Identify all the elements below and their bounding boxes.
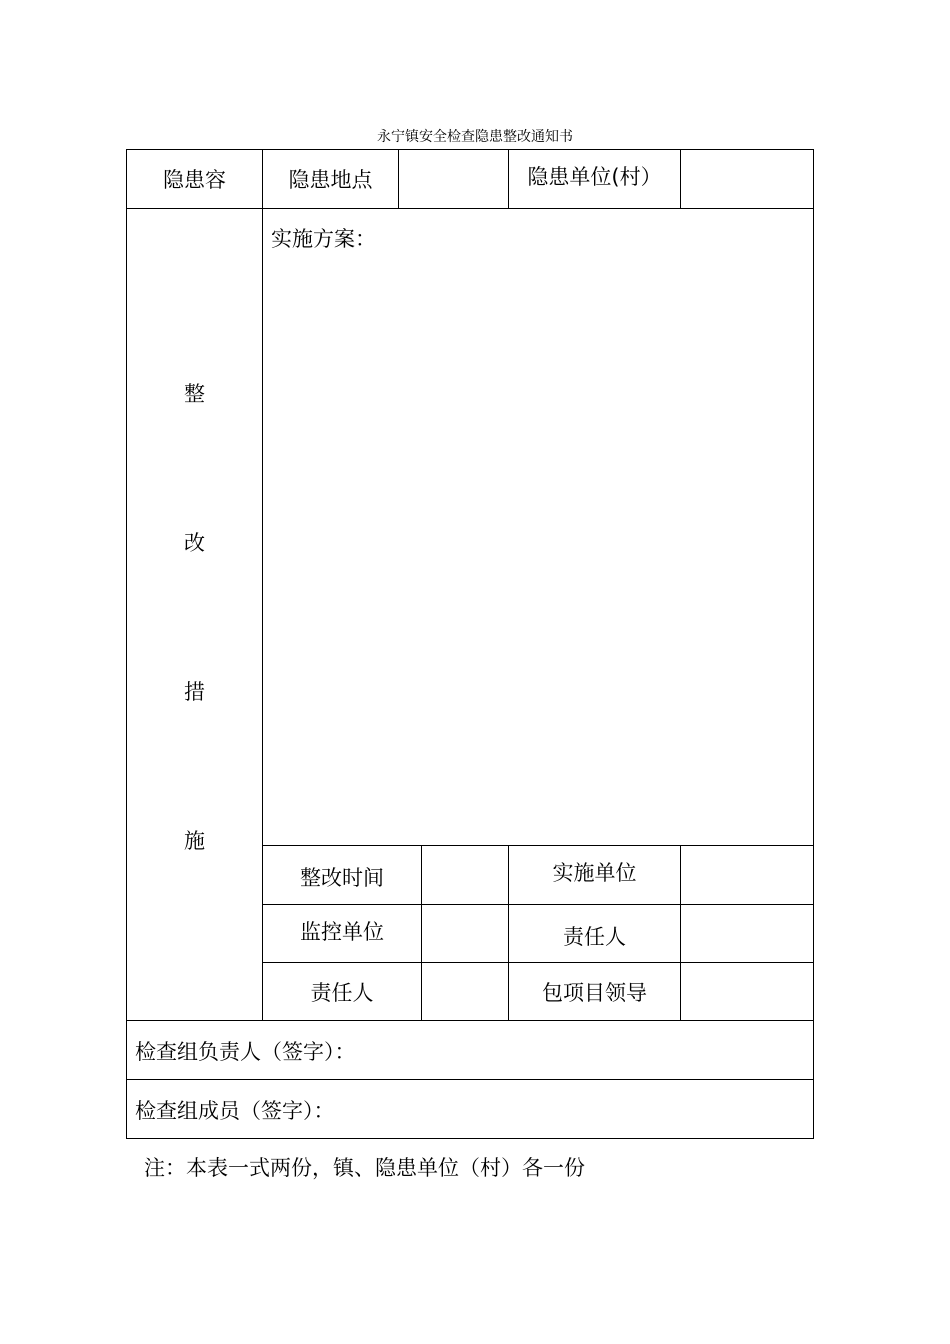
rectify-time-label: 整改时间 (262, 845, 422, 905)
monitor-unit-field[interactable] (421, 904, 509, 963)
monitor-unit-label: 监控单位 (262, 904, 422, 963)
measures-char-2: 改 (184, 531, 205, 555)
measures-char-3: 措 (184, 680, 205, 704)
hazard-unit-label: 隐患单位(村） (508, 149, 681, 209)
responsible-person-field[interactable] (680, 904, 814, 963)
hazard-unit-field[interactable] (680, 149, 814, 209)
measures-char-4: 施 (184, 829, 205, 853)
implementation-plan-label: 实施方案： (271, 227, 376, 251)
implementation-plan-area[interactable] (262, 208, 814, 846)
inspection-members-signature[interactable]: 检查组成员（签字）： (126, 1079, 814, 1139)
footnote: 注：本表一式两份，镇、隐患单位（村）各一份 (144, 1156, 585, 1180)
rectify-time-field[interactable] (421, 845, 509, 905)
responsible-person-field-2[interactable] (421, 962, 509, 1021)
document-title: 永宁镇安全检查隐患整改通知书 (377, 129, 573, 145)
hazard-location-field[interactable] (398, 149, 509, 209)
project-leader-label: 包项目领导 (508, 962, 681, 1021)
hazard-location-label: 隐患地点 (262, 149, 399, 209)
responsible-person-label: 责任人 (508, 904, 681, 963)
project-leader-field[interactable] (680, 962, 814, 1021)
rectification-measures-label (126, 208, 263, 1021)
inspection-leader-signature[interactable]: 检查组负责人（签字）： (126, 1020, 814, 1080)
hazard-content-label: 隐患容 (126, 149, 263, 209)
responsible-person-label-2: 责任人 (262, 962, 422, 1021)
measures-char-1: 整 (184, 382, 205, 406)
implementation-unit-field[interactable] (680, 845, 814, 905)
implementation-unit-label: 实施单位 (508, 845, 681, 905)
